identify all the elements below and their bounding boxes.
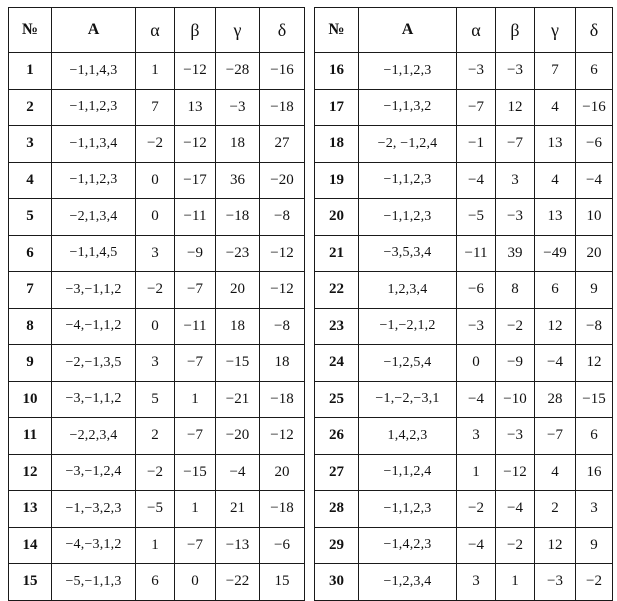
cell-beta: −7 <box>175 418 216 455</box>
header-row <box>315 8 613 53</box>
table-row <box>315 53 613 90</box>
cell-number: 11 <box>9 418 52 455</box>
cell-gamma: 12 <box>535 308 576 345</box>
cell-alpha: 1 <box>136 527 175 564</box>
cell-number: 7 <box>9 272 52 309</box>
cell-number: 20 <box>315 199 359 236</box>
cell-delta: 9 <box>576 272 613 309</box>
cell-gamma: 13 <box>535 126 576 163</box>
cell-number: 5 <box>9 199 52 236</box>
cell-number: 18 <box>315 126 359 163</box>
cell-alpha: 2 <box>136 418 175 455</box>
cell-gamma: 7 <box>535 53 576 90</box>
table-row <box>315 381 613 418</box>
cell-beta: −9 <box>175 235 216 272</box>
cell-alpha: −3 <box>457 53 496 90</box>
cell-number: 1 <box>9 53 52 90</box>
table-body-left <box>9 53 305 601</box>
cell-number: 21 <box>315 235 359 272</box>
cell-delta: −15 <box>576 381 613 418</box>
cell-delta: 3 <box>576 491 613 528</box>
cell-number: 29 <box>315 527 359 564</box>
header-alpha: α <box>457 8 496 53</box>
header-delta: δ <box>260 8 305 53</box>
cell-number: 19 <box>315 162 359 199</box>
cell-number: 28 <box>315 491 359 528</box>
cell-number: 6 <box>9 235 52 272</box>
cell-number: 12 <box>9 454 52 491</box>
cell-beta: −12 <box>496 454 535 491</box>
table-row <box>315 491 613 528</box>
cell-delta: 12 <box>576 345 613 382</box>
cell-gamma: 4 <box>535 454 576 491</box>
cell-alpha: −2 <box>136 126 175 163</box>
cell-beta: −12 <box>175 126 216 163</box>
cell-number: 16 <box>315 53 359 90</box>
cell-number: 30 <box>315 564 359 601</box>
cell-a: −1,−2,−3,1 <box>359 381 457 418</box>
cell-gamma: 20 <box>216 272 260 309</box>
cell-number: 9 <box>9 345 52 382</box>
cell-number: 22 <box>315 272 359 309</box>
cell-delta: 20 <box>576 235 613 272</box>
cell-beta: −2 <box>496 308 535 345</box>
cell-gamma: 21 <box>216 491 260 528</box>
cell-a: −2,2,3,4 <box>52 418 136 455</box>
cell-beta: 0 <box>175 564 216 601</box>
cell-alpha: 3 <box>136 235 175 272</box>
cell-beta: −10 <box>496 381 535 418</box>
cell-a: −3,−1,1,2 <box>52 272 136 309</box>
table-row <box>9 491 305 528</box>
table-row <box>315 126 613 163</box>
cell-a: −1,1,2,3 <box>52 162 136 199</box>
cell-a: −1,1,2,3 <box>359 162 457 199</box>
cell-a: 1,2,3,4 <box>359 272 457 309</box>
table-row <box>315 418 613 455</box>
cell-a: −2,1,3,4 <box>52 199 136 236</box>
cell-number: 14 <box>9 527 52 564</box>
cell-beta: −12 <box>175 53 216 90</box>
cell-a: −3,−1,2,4 <box>52 454 136 491</box>
cell-gamma: 4 <box>535 162 576 199</box>
cell-a: −1,−2,1,2 <box>359 308 457 345</box>
cell-alpha: −4 <box>457 527 496 564</box>
cell-delta: 18 <box>260 345 305 382</box>
table-row <box>9 564 305 601</box>
table-row <box>9 126 305 163</box>
cell-delta: −18 <box>260 89 305 126</box>
cell-beta: 1 <box>175 491 216 528</box>
cell-delta: −6 <box>260 527 305 564</box>
header-a: A <box>52 8 136 53</box>
cell-a: −1,−3,2,3 <box>52 491 136 528</box>
cell-number: 2 <box>9 89 52 126</box>
cell-gamma: −4 <box>216 454 260 491</box>
cell-a: −1,1,4,5 <box>52 235 136 272</box>
cell-a: −5,−1,1,3 <box>52 564 136 601</box>
cell-delta: −18 <box>260 381 305 418</box>
header-beta: β <box>496 8 535 53</box>
header-number: № <box>315 8 359 53</box>
cell-delta: 6 <box>576 418 613 455</box>
header-a: A <box>359 8 457 53</box>
cell-gamma: −23 <box>216 235 260 272</box>
cell-beta: −17 <box>175 162 216 199</box>
cell-alpha: 7 <box>136 89 175 126</box>
cell-delta: −4 <box>576 162 613 199</box>
cell-number: 17 <box>315 89 359 126</box>
cell-a: −1,1,4,3 <box>52 53 136 90</box>
cell-alpha: −4 <box>457 162 496 199</box>
table-row <box>9 454 305 491</box>
cell-gamma: 18 <box>216 126 260 163</box>
cell-gamma: 13 <box>535 199 576 236</box>
cell-a: −2, −1,2,4 <box>359 126 457 163</box>
table-row <box>315 564 613 601</box>
cell-number: 10 <box>9 381 52 418</box>
cell-gamma: −13 <box>216 527 260 564</box>
cell-beta: −15 <box>175 454 216 491</box>
table-row <box>315 345 613 382</box>
cell-alpha: −2 <box>136 454 175 491</box>
cell-delta: −6 <box>576 126 613 163</box>
cell-alpha: 1 <box>136 53 175 90</box>
table-row <box>9 418 305 455</box>
cell-delta: 6 <box>576 53 613 90</box>
cell-delta: 27 <box>260 126 305 163</box>
cell-delta: 20 <box>260 454 305 491</box>
cell-delta: 15 <box>260 564 305 601</box>
cell-beta: −3 <box>496 199 535 236</box>
cell-delta: −8 <box>260 199 305 236</box>
cell-beta: 12 <box>496 89 535 126</box>
cell-delta: −2 <box>576 564 613 601</box>
cell-number: 23 <box>315 308 359 345</box>
table-row <box>315 89 613 126</box>
table-row <box>315 235 613 272</box>
cell-alpha: −3 <box>457 308 496 345</box>
variants-table-left <box>8 7 305 601</box>
variants-table-right <box>314 7 613 601</box>
cell-a: −4,−3,1,2 <box>52 527 136 564</box>
cell-alpha: 3 <box>457 418 496 455</box>
cell-beta: −11 <box>175 308 216 345</box>
cell-beta: −3 <box>496 53 535 90</box>
cell-gamma: 18 <box>216 308 260 345</box>
table-row <box>9 308 305 345</box>
cell-alpha: −5 <box>136 491 175 528</box>
cell-a: −2,−1,3,5 <box>52 345 136 382</box>
cell-gamma: −15 <box>216 345 260 382</box>
cell-alpha: −11 <box>457 235 496 272</box>
cell-alpha: −4 <box>457 381 496 418</box>
cell-number: 13 <box>9 491 52 528</box>
table-row <box>9 527 305 564</box>
cell-alpha: 6 <box>136 564 175 601</box>
header-gamma: γ <box>535 8 576 53</box>
cell-alpha: 1 <box>457 454 496 491</box>
cell-beta: 39 <box>496 235 535 272</box>
cell-delta: −8 <box>260 308 305 345</box>
cell-a: −1,2,3,4 <box>359 564 457 601</box>
table-row <box>9 272 305 309</box>
cell-a: −1,1,2,3 <box>359 53 457 90</box>
header-number: № <box>9 8 52 53</box>
table-row <box>9 235 305 272</box>
cell-a: −1,1,2,3 <box>359 199 457 236</box>
cell-alpha: −7 <box>457 89 496 126</box>
cell-gamma: −20 <box>216 418 260 455</box>
header-delta: δ <box>576 8 613 53</box>
cell-beta: −3 <box>496 418 535 455</box>
cell-a: −3,5,3,4 <box>359 235 457 272</box>
cell-delta: −12 <box>260 272 305 309</box>
cell-beta: 3 <box>496 162 535 199</box>
table-row <box>9 162 305 199</box>
cell-a: −3,−1,1,2 <box>52 381 136 418</box>
cell-beta: 13 <box>175 89 216 126</box>
cell-gamma: 28 <box>535 381 576 418</box>
cell-gamma: −18 <box>216 199 260 236</box>
cell-a: −1,1,2,4 <box>359 454 457 491</box>
cell-delta: 16 <box>576 454 613 491</box>
cell-number: 26 <box>315 418 359 455</box>
table-row <box>315 272 613 309</box>
table-row <box>9 199 305 236</box>
cell-number: 3 <box>9 126 52 163</box>
cell-alpha: 0 <box>136 308 175 345</box>
cell-alpha: −2 <box>457 491 496 528</box>
table-row <box>9 89 305 126</box>
cell-number: 4 <box>9 162 52 199</box>
cell-gamma: −4 <box>535 345 576 382</box>
cell-gamma: 12 <box>535 527 576 564</box>
table-row <box>315 199 613 236</box>
cell-alpha: 0 <box>457 345 496 382</box>
table-row <box>9 53 305 90</box>
cell-delta: −12 <box>260 418 305 455</box>
cell-a: −4,−1,1,2 <box>52 308 136 345</box>
cell-a: −1,1,3,4 <box>52 126 136 163</box>
cell-delta: −18 <box>260 491 305 528</box>
cell-number: 27 <box>315 454 359 491</box>
table-row <box>9 345 305 382</box>
table-row <box>315 308 613 345</box>
cell-gamma: 4 <box>535 89 576 126</box>
header-row <box>9 8 305 53</box>
cell-gamma: −7 <box>535 418 576 455</box>
header-beta: β <box>175 8 216 53</box>
cell-alpha: −6 <box>457 272 496 309</box>
cell-a: −1,1,3,2 <box>359 89 457 126</box>
table-row <box>315 454 613 491</box>
cell-beta: −2 <box>496 527 535 564</box>
table-body-right <box>315 53 613 601</box>
table-row <box>315 162 613 199</box>
cell-alpha: 0 <box>136 162 175 199</box>
cell-delta: −12 <box>260 235 305 272</box>
header-alpha: α <box>136 8 175 53</box>
cell-alpha: 5 <box>136 381 175 418</box>
cell-number: 8 <box>9 308 52 345</box>
cell-gamma: 6 <box>535 272 576 309</box>
cell-delta: −20 <box>260 162 305 199</box>
header-gamma: γ <box>216 8 260 53</box>
cell-a: 1,4,2,3 <box>359 418 457 455</box>
cell-gamma: −49 <box>535 235 576 272</box>
cell-number: 15 <box>9 564 52 601</box>
cell-a: −1,4,2,3 <box>359 527 457 564</box>
cell-gamma: −28 <box>216 53 260 90</box>
cell-beta: −7 <box>175 272 216 309</box>
cell-beta: 1 <box>175 381 216 418</box>
cell-gamma: 2 <box>535 491 576 528</box>
cell-beta: −11 <box>175 199 216 236</box>
cell-a: −1,2,5,4 <box>359 345 457 382</box>
cell-a: −1,1,2,3 <box>52 89 136 126</box>
cell-alpha: −5 <box>457 199 496 236</box>
cell-gamma: −22 <box>216 564 260 601</box>
cell-beta: 8 <box>496 272 535 309</box>
cell-alpha: −2 <box>136 272 175 309</box>
cell-alpha: −1 <box>457 126 496 163</box>
cell-delta: −8 <box>576 308 613 345</box>
cell-delta: 10 <box>576 199 613 236</box>
cell-gamma: −3 <box>535 564 576 601</box>
cell-gamma: −3 <box>216 89 260 126</box>
cell-number: 25 <box>315 381 359 418</box>
cell-alpha: 3 <box>136 345 175 382</box>
cell-alpha: 0 <box>136 199 175 236</box>
cell-gamma: 36 <box>216 162 260 199</box>
cell-beta: −7 <box>496 126 535 163</box>
cell-beta: −4 <box>496 491 535 528</box>
cell-number: 24 <box>315 345 359 382</box>
cell-delta: −16 <box>260 53 305 90</box>
table-row <box>9 381 305 418</box>
cell-beta: 1 <box>496 564 535 601</box>
cell-a: −1,1,2,3 <box>359 491 457 528</box>
cell-delta: −16 <box>576 89 613 126</box>
cell-alpha: 3 <box>457 564 496 601</box>
table-row <box>315 527 613 564</box>
cell-beta: −9 <box>496 345 535 382</box>
cell-beta: −7 <box>175 527 216 564</box>
cell-gamma: −21 <box>216 381 260 418</box>
cell-delta: 9 <box>576 527 613 564</box>
cell-beta: −7 <box>175 345 216 382</box>
